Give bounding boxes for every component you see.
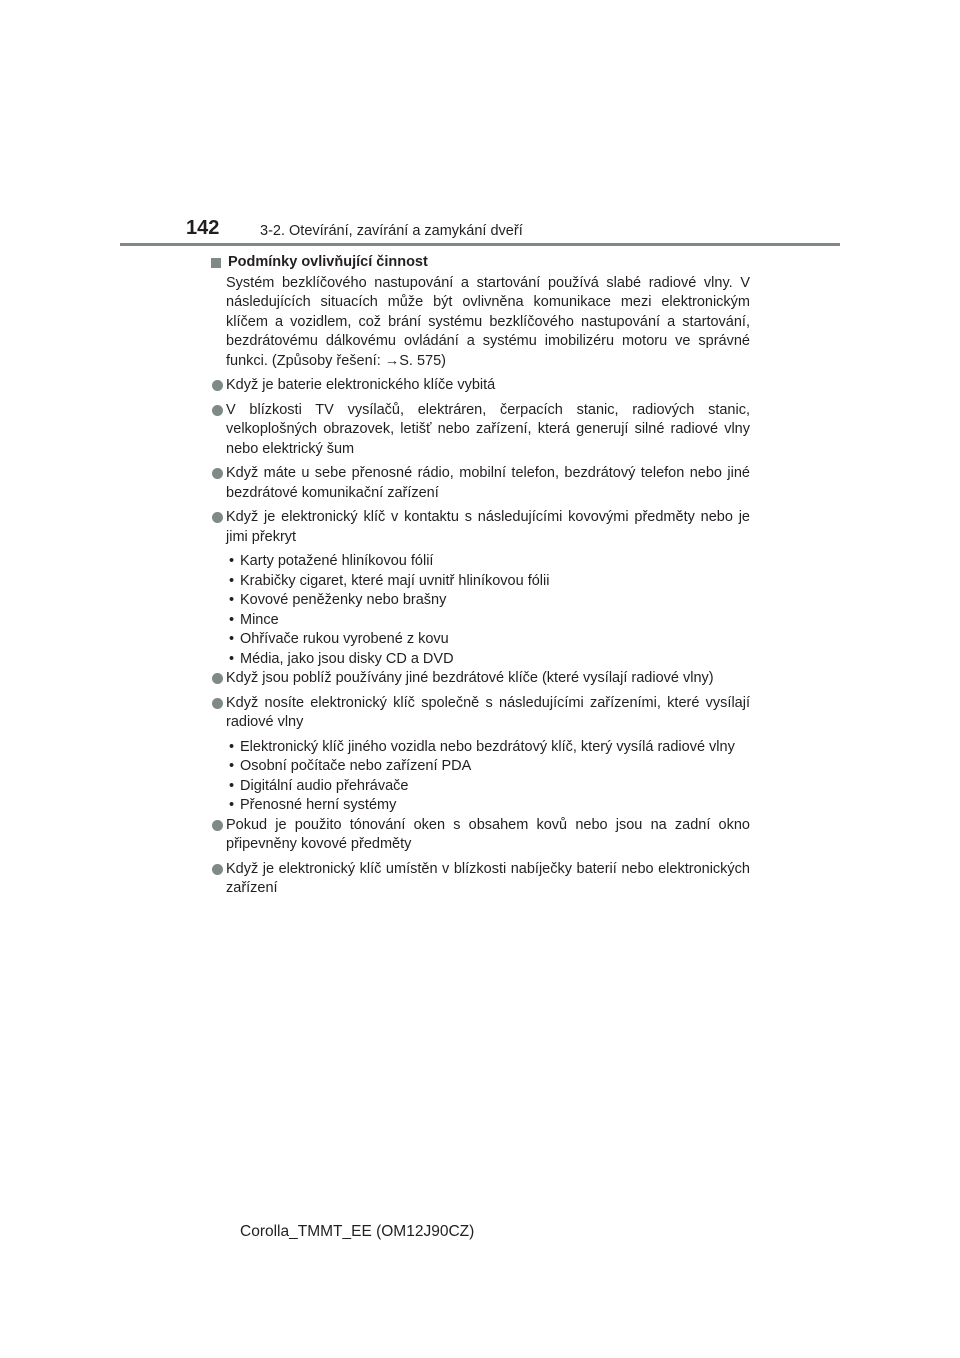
page-number: 142 bbox=[186, 217, 220, 239]
metal-objects-sublist bbox=[226, 552, 750, 669]
section-title: 3-2. Otevírání, zavírání a zamykání dveří bbox=[260, 223, 523, 239]
bullet-item bbox=[210, 508, 750, 547]
bullet-list bbox=[210, 376, 750, 899]
bullet-item bbox=[210, 860, 750, 899]
sublist-item: • Mince bbox=[226, 611, 750, 631]
sublist-item: • Média, jako jsou disky CD a DVD bbox=[226, 650, 750, 670]
bullet-item bbox=[210, 464, 750, 503]
circle-bullet-icon bbox=[212, 468, 223, 479]
bullet-text: Když je elektronický klíč v kontaktu s následujícími kovovými předměty nebo je jimi překryt bbox=[226, 509, 750, 545]
sublist-item: • Kovové peněženky nebo brašny bbox=[226, 591, 750, 611]
bullet-text: Když nosíte elektronický klíč společně s následujícími zařízeními, které vysílají radiové vlny bbox=[226, 694, 750, 730]
heading-text: Podmínky ovlivňující činnost bbox=[228, 254, 428, 270]
sublist-item: • Elektronický klíč jiného vozidla nebo bezdrátový klíč, který vysílá radiové vlny bbox=[226, 738, 750, 758]
sublist-item: • Karty potažené hliníkovou fólií bbox=[226, 552, 750, 572]
bullet-text: Když je baterie elektronického klíče vybitá bbox=[226, 377, 496, 393]
square-bullet-icon bbox=[211, 258, 221, 268]
sublist-item: • Přenosné herní systémy bbox=[226, 796, 750, 816]
bullet-item bbox=[210, 376, 750, 396]
sublist-item: • Osobní počítače nebo zařízení PDA bbox=[226, 757, 750, 777]
circle-bullet-icon bbox=[212, 820, 223, 831]
bullet-text: Když je elektronický klíč umístěn v blízkosti nabíječky baterií nebo elektronických zařízení bbox=[226, 860, 750, 896]
bullet-text: V blízkosti TV vysílačů, elektráren, čerpacích stanic, radiových stanic, velkoplošných obrazovek, letišť nebo zařízení, která generují silné radiové vlny nebo elektrický šum bbox=[226, 401, 750, 457]
sublist-item: • Digitální audio přehrávače bbox=[226, 777, 750, 797]
circle-bullet-icon bbox=[212, 673, 223, 684]
circle-bullet-icon bbox=[212, 512, 223, 523]
sublist-item: • Krabičky cigaret, které mají uvnitř hliníkovou fólii bbox=[226, 572, 750, 592]
bullet-item bbox=[210, 694, 750, 733]
bullet-text: Když máte u sebe přenosné rádio, mobilní telefon, bezdrátový telefon nebo jiné bezdrátové komunikační zařízení bbox=[226, 465, 750, 501]
sublist-item: • Ohřívače rukou vyrobené z kovu bbox=[226, 630, 750, 650]
circle-bullet-icon bbox=[212, 405, 223, 416]
intro-paragraph: Systém bezklíčového nastupování a startování používá slabé radiové vlny. V následujících situacích může být ovlivněna komunikace mezi elektronickým klíčem a vozidlem, což brání systému bezklíčového nastupování a startování, bezdrátovému dálkovému ovládání a systému imobilizéru motoru ve správné funkci. (Způsoby řešení: →S. 575) bbox=[226, 274, 750, 369]
bullet-text: Když jsou poblíž používány jiné bezdrátové klíče (které vysílají radiové vlny) bbox=[226, 670, 714, 686]
radio-devices-sublist bbox=[226, 738, 750, 816]
bullet-item bbox=[210, 669, 750, 689]
bullet-text: Pokud je použito tónování oken s obsahem kovů nebo jsou na zadní okno připevněny kovové předměty bbox=[226, 816, 750, 852]
section-heading bbox=[210, 253, 750, 273]
footer-model-code: Corolla_TMMT_EE (OM12J90CZ) bbox=[240, 1223, 475, 1240]
circle-bullet-icon bbox=[212, 698, 223, 709]
circle-bullet-icon bbox=[212, 380, 223, 391]
bullet-item bbox=[210, 816, 750, 855]
header-rule bbox=[120, 243, 840, 246]
content bbox=[210, 253, 750, 904]
circle-bullet-icon bbox=[212, 864, 223, 875]
bullet-item bbox=[210, 401, 750, 460]
